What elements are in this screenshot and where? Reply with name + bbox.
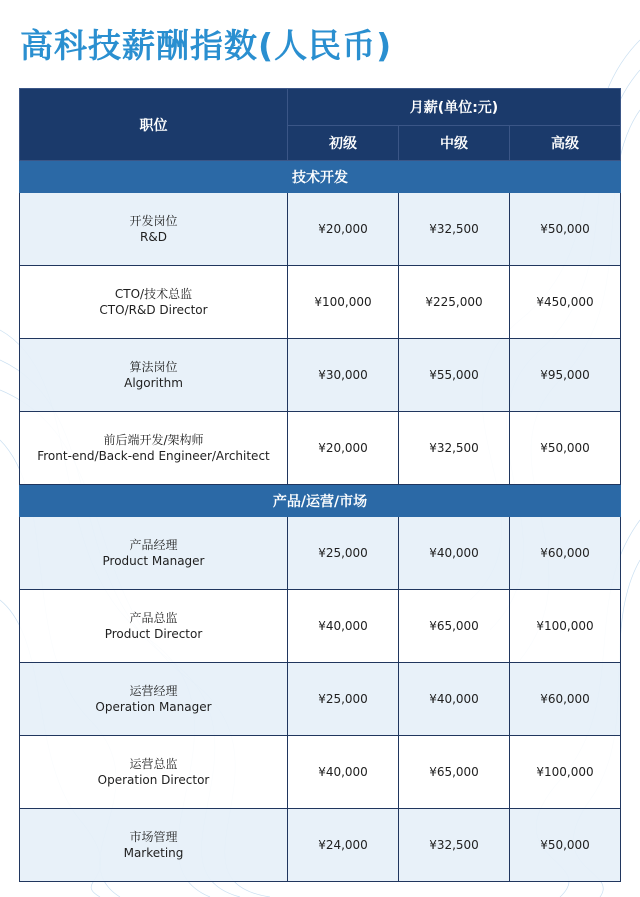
- page-title: 高科技薪酬指数(人民币): [20, 26, 393, 65]
- position-cell: [20, 809, 288, 882]
- position-name-cn: 运营经理: [129, 684, 178, 698]
- salary-senior: ¥50,000: [510, 809, 621, 882]
- table-row: [20, 663, 621, 736]
- salary-mid: ¥40,000: [399, 517, 510, 590]
- position-name-cn: 开发岗位: [129, 214, 178, 228]
- table-row: [20, 809, 621, 882]
- position-name-en: Operation Director: [97, 773, 210, 787]
- position-name-en: Product Manager: [102, 554, 205, 568]
- salary-mid: ¥65,000: [399, 736, 510, 809]
- salary-senior: ¥50,000: [510, 193, 621, 266]
- salary-junior: ¥30,000: [288, 339, 399, 412]
- salary-table: [19, 88, 621, 882]
- position-name-en: CTO/R&D Director: [99, 303, 208, 317]
- position-name-cn: 产品总监: [129, 611, 178, 625]
- level-header-mid: 中级: [399, 126, 510, 161]
- salary-mid: ¥65,000: [399, 590, 510, 663]
- salary-junior: ¥24,000: [288, 809, 399, 882]
- position-name-cn: 前后端开发/架构师: [103, 433, 204, 447]
- position-name-cn: CTO/技术总监: [114, 287, 193, 301]
- level-header-junior: 初级: [288, 126, 399, 161]
- salary-senior: ¥100,000: [510, 736, 621, 809]
- salary-mid: ¥225,000: [399, 266, 510, 339]
- table-row: [20, 736, 621, 809]
- position-name-en: Product Director: [104, 627, 203, 641]
- position-name-en: Operation Manager: [95, 700, 212, 714]
- salary-junior: ¥25,000: [288, 663, 399, 736]
- salary-senior: ¥100,000: [510, 590, 621, 663]
- salary-senior: ¥50,000: [510, 412, 621, 485]
- section-header-product-ops-marketing: 产品/运营/市场: [20, 485, 621, 517]
- table-row: [20, 266, 621, 339]
- salary-mid: ¥32,500: [399, 809, 510, 882]
- position-name-cn: 市场管理: [129, 830, 178, 844]
- monthly-salary-header: 月薪(单位:元): [288, 89, 621, 126]
- salary-mid: ¥32,500: [399, 412, 510, 485]
- salary-junior: ¥20,000: [288, 412, 399, 485]
- salary-senior: ¥450,000: [510, 266, 621, 339]
- position-cell: [20, 517, 288, 590]
- position-name-en: R&D: [140, 230, 167, 244]
- table-row: [20, 412, 621, 485]
- table-row: [20, 590, 621, 663]
- salary-junior: ¥20,000: [288, 193, 399, 266]
- position-cell: [20, 663, 288, 736]
- position-cell: [20, 266, 288, 339]
- position-cell: [20, 590, 288, 663]
- position-cell: [20, 412, 288, 485]
- position-cell: [20, 193, 288, 266]
- position-cell: [20, 339, 288, 412]
- salary-junior: ¥25,000: [288, 517, 399, 590]
- salary-senior: ¥95,000: [510, 339, 621, 412]
- salary-junior: ¥100,000: [288, 266, 399, 339]
- salary-mid: ¥40,000: [399, 663, 510, 736]
- position-name-cn: 运营总监: [129, 757, 178, 771]
- position-name-en: Front-end/Back-end Engineer/Architect: [37, 449, 270, 463]
- table-row: [20, 193, 621, 266]
- position-name-en: Algorithm: [124, 376, 183, 390]
- position-cell: [20, 736, 288, 809]
- salary-mid: ¥55,000: [399, 339, 510, 412]
- position-name-cn: 产品经理: [129, 538, 178, 552]
- position-name-cn: 算法岗位: [129, 360, 178, 374]
- table-row: [20, 339, 621, 412]
- salary-junior: ¥40,000: [288, 590, 399, 663]
- table-row: [20, 517, 621, 590]
- salary-senior: ¥60,000: [510, 517, 621, 590]
- position-column-header: 职位: [20, 89, 288, 161]
- section-header-tech: 技术开发: [20, 161, 621, 193]
- salary-mid: ¥32,500: [399, 193, 510, 266]
- level-header-senior: 高级: [510, 126, 621, 161]
- salary-junior: ¥40,000: [288, 736, 399, 809]
- position-name-en: Marketing: [123, 846, 184, 860]
- salary-senior: ¥60,000: [510, 663, 621, 736]
